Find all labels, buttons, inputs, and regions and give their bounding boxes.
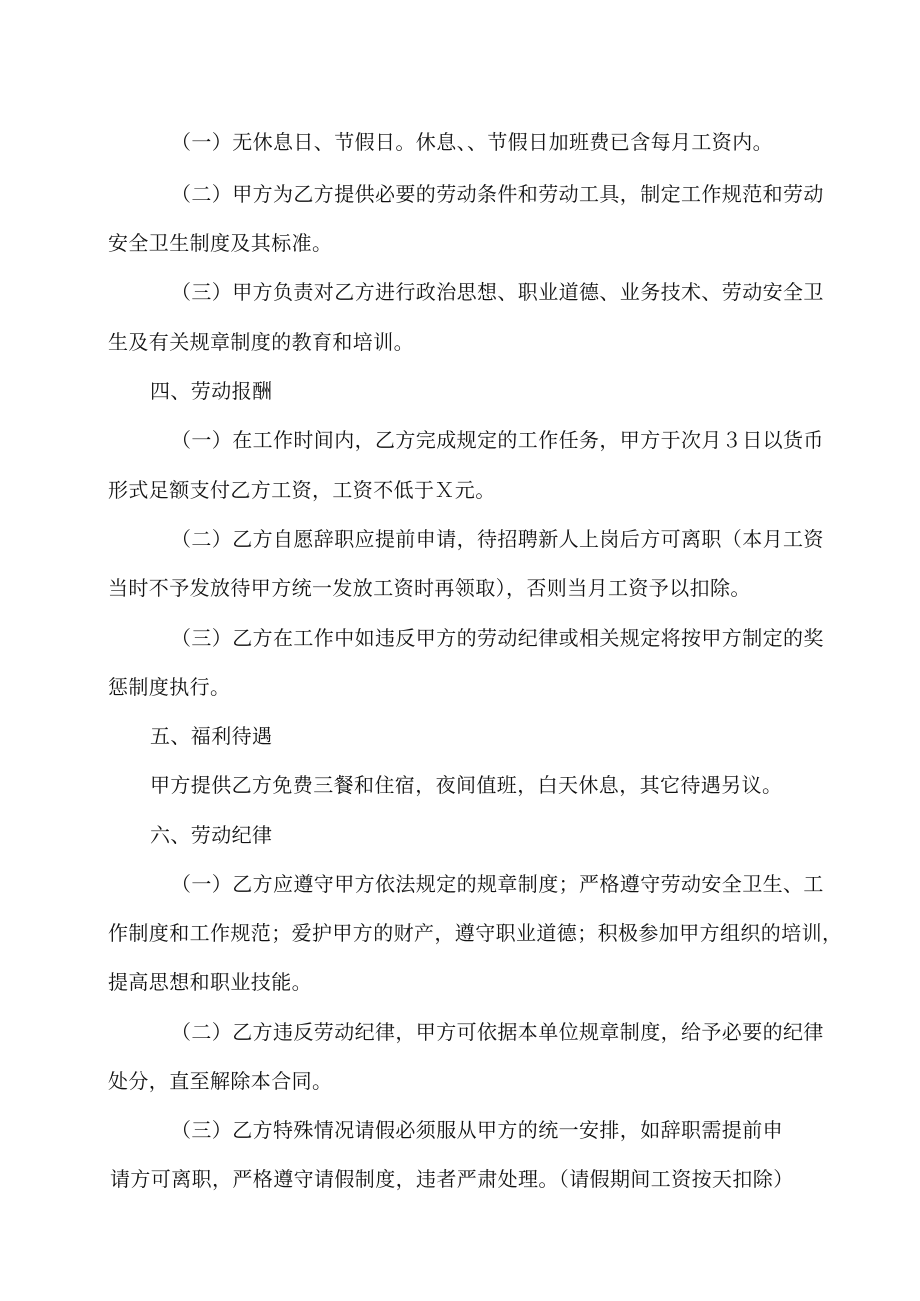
paragraph-line: （三）甲方负责对乙方进行政治思想、职业道德、业务技术、劳动安全卫 — [171, 280, 824, 304]
paragraph-line: （一）无休息日、节假日。休息、、节假日加班费已含每月工资内。 — [171, 130, 773, 154]
section-heading-welfare: 五、福利待遇 — [150, 724, 273, 748]
paragraph-line: （二）乙方违反劳动纪律，甲方可依据本单位规章制度，给予必要的纪律 — [171, 1020, 824, 1044]
paragraph-line: 作制度和工作规范；爱护甲方的财产，遵守职业道德；积极参加甲方组织的培训， — [108, 921, 843, 945]
paragraph-line: 请方可离职，严格遵守请假制度，违者严肃处理。（请假期间工资按天扣除） — [110, 1167, 794, 1191]
paragraph-line: 提高思想和职业技能。 — [108, 970, 312, 994]
paragraph-line: （三）乙方在工作中如违反甲方的劳动纪律或相关规定将按甲方制定的奖 — [171, 626, 824, 650]
paragraph-line: （一）在工作时间内，乙方完成规定的工作任务，甲方于次月３日以货币 — [171, 428, 824, 452]
paragraph-line: （三）乙方特殊情况请假必须服从甲方的统一安排，如辞职需提前申 — [171, 1118, 783, 1142]
paragraph-line: 甲方提供乙方免费三餐和住宿，夜间值班，白天休息，其它待遇另议。 — [150, 773, 783, 797]
paragraph-line: 安全卫生制度及其标准。 — [108, 231, 333, 255]
section-heading-remuneration: 四、劳动报酬 — [150, 379, 273, 403]
paragraph-line: （一）乙方应遵守甲方依法规定的规章制度；严格遵守劳动安全卫生、工 — [171, 872, 824, 896]
paragraph-line: （二）甲方为乙方提供必要的劳动条件和劳动工具，制定工作规范和劳动 — [171, 182, 824, 206]
paragraph-line: 生及有关规章制度的教育和培训。 — [108, 330, 414, 354]
paragraph-line: 处分，直至解除本合同。 — [108, 1069, 333, 1093]
section-heading-discipline: 六、劳动纪律 — [150, 823, 273, 847]
paragraph-line: 惩制度执行。 — [108, 675, 231, 699]
paragraph-line: 形式足额支付乙方工资，工资不低于Ｘ元。 — [108, 478, 496, 502]
paragraph-line: 当时不予发放待甲方统一发放工资时再领取），否则当月工资予以扣除。 — [108, 576, 751, 600]
paragraph-line: （二）乙方自愿辞职应提前申请，待招聘新人上岗后方可离职（本月工资 — [171, 527, 824, 551]
